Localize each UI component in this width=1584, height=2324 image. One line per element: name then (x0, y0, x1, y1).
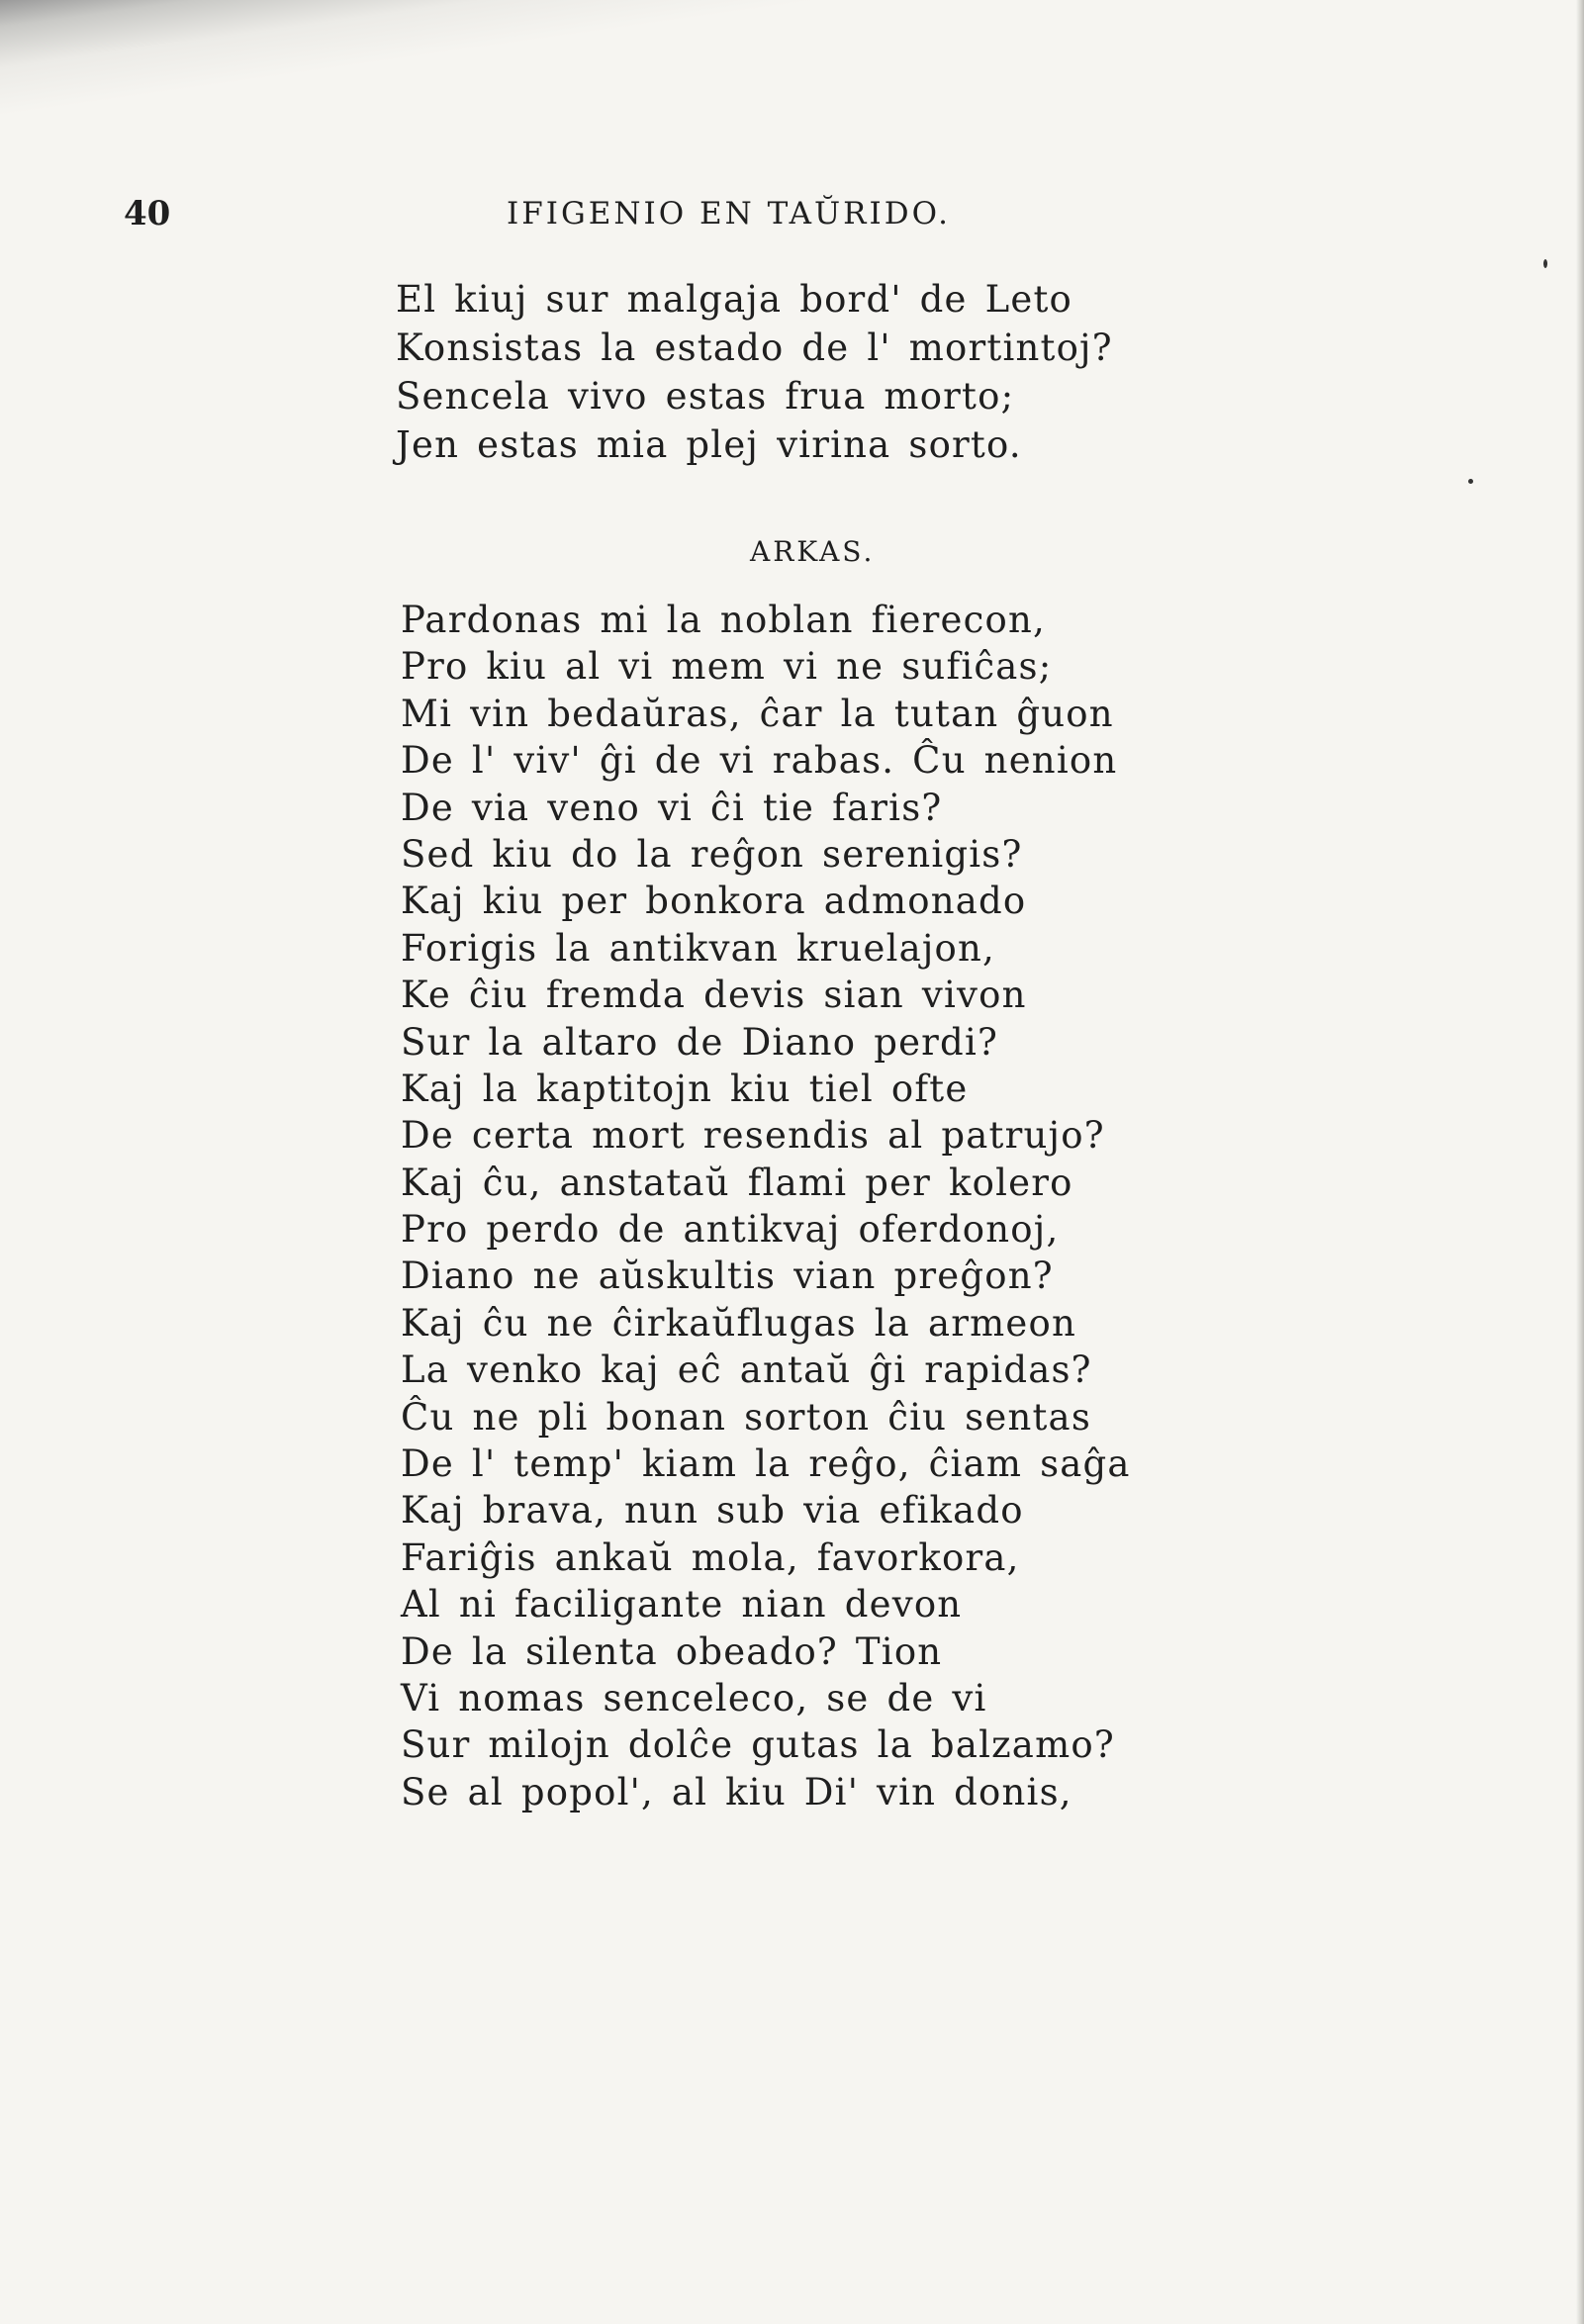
verse-line: Se al popol', al kiu Di' vin donis, (401, 1770, 1072, 1813)
scan-shadow (0, 0, 1584, 119)
verse-line: Forigis la antikvan kruelajon, (401, 926, 995, 970)
verse-line: Al ni faciligante nian devon (401, 1583, 963, 1627)
page-edge (1576, 0, 1584, 2324)
scan-speck (1543, 259, 1547, 268)
verse-line: Kaj brava, nun sub via efikado (401, 1489, 1024, 1533)
speaker-name: ARKAS. (750, 535, 876, 568)
verse-line: Vi nomas senceleco, se de vi (401, 1676, 987, 1720)
verse-line: Pro perdo de antikvaj oferdonoj, (401, 1208, 1060, 1252)
verse-line: Sed kiu do la reĝon serenigis? (401, 832, 1023, 876)
verse-line: De certa mort resendis al patrujo? (401, 1114, 1105, 1158)
page-number: 40 (124, 194, 171, 233)
verse-line: Pardonas mi la noblan fierecon, (401, 599, 1046, 641)
verse-line: Kaj kiu per bonkora admonado (401, 880, 1027, 923)
verse-block-2 (401, 597, 1131, 1815)
verse-line: Sur milojn dolĉe gutas la balzamo? (401, 1723, 1115, 1767)
scan-speck (1468, 479, 1473, 484)
verse-line: Sur la altaro de Diano perdi? (401, 1020, 999, 1064)
verse-line: De l' viv' ĝi de vi rabas. Ĉu nenion (401, 739, 1118, 783)
verse-line: Ke ĉiu fremda devis sian vivon (401, 974, 1027, 1017)
verse-line: Pro kiu al vi mem vi ne sufiĉas; (401, 645, 1053, 689)
verse-line: Diano ne aŭskultis vian preĝon? (401, 1255, 1054, 1298)
verse-line: De la silenta obeado? Tion (401, 1629, 943, 1673)
verse-line: Ĉu ne pli bonan sorton ĉiu sentas (401, 1395, 1092, 1439)
verse-line: De l' temp' kiam la reĝo, ĉiam saĝa (401, 1442, 1131, 1486)
verse-line: La venko kaj eĉ antaŭ ĝi rapidas? (401, 1348, 1092, 1392)
verse-block-1 (396, 275, 1113, 469)
verse-line: Sencela vivo estas frua morto; (396, 375, 1015, 418)
verse-line: Fariĝis ankaŭ mola, favorkora, (401, 1535, 1020, 1579)
verse-line: Konsistas la estado de l' mortintoj? (396, 326, 1113, 369)
verse-line: Kaj la kaptitojn kiu tiel ofte (401, 1067, 969, 1110)
verse-line: Kaj ĉu ne ĉirkaŭflugas la armeon (401, 1301, 1077, 1345)
verse-line: Kaj ĉu, anstataŭ flami per kolero (401, 1161, 1073, 1204)
verse-line: De via veno vi ĉi tie faris? (401, 786, 943, 829)
running-head: IFIGENIO EN TAŬRIDO. (507, 196, 952, 232)
verse-line: El kiuj sur malgaja bord' de Leto (396, 278, 1073, 321)
verse-line: Jen estas mia plej virina sorto. (396, 423, 1022, 466)
verse-line: Mi vin bedaŭras, ĉar la tutan ĝuon (401, 692, 1114, 735)
